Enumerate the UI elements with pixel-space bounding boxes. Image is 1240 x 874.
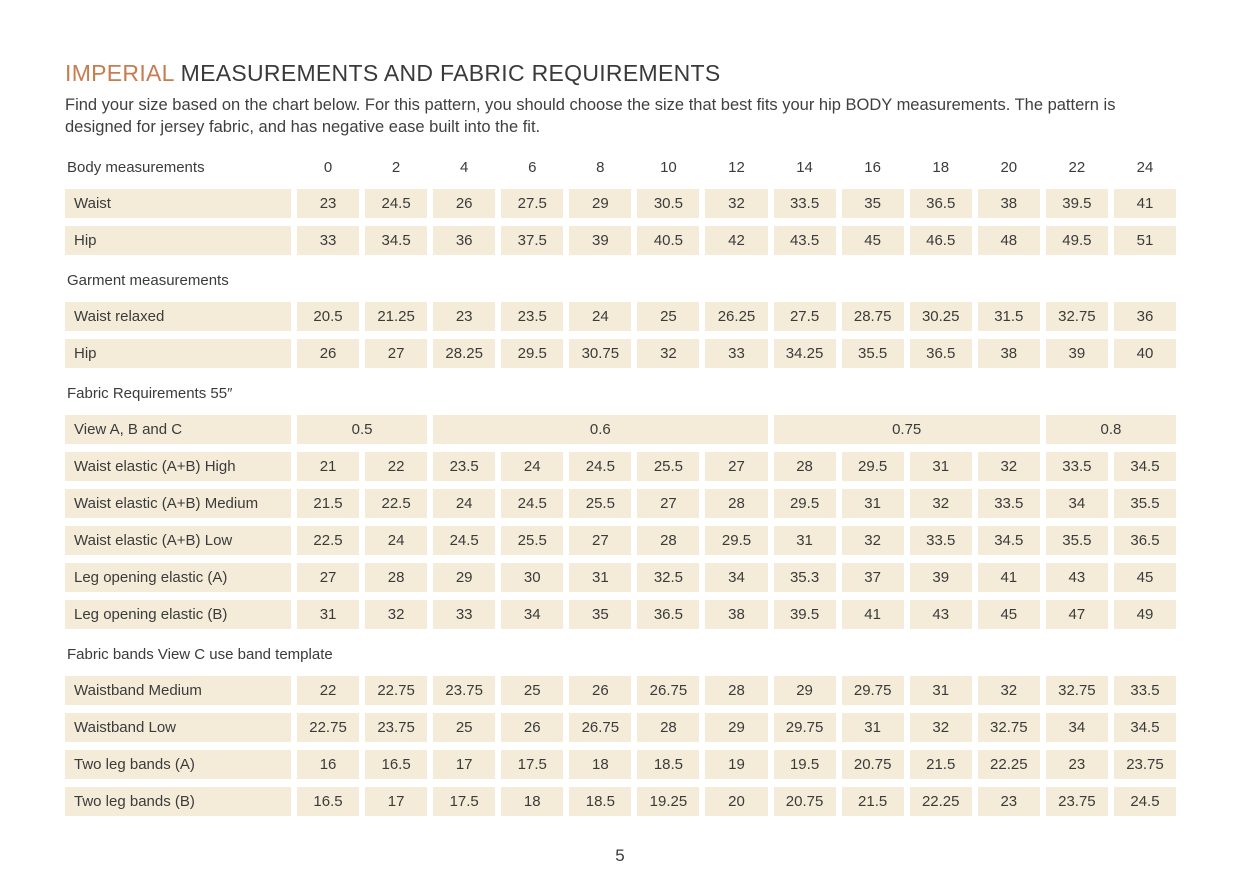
value-cell: 49 [1114,600,1176,629]
value-cell: 29 [433,563,495,592]
value-cell: 22.5 [297,526,359,555]
value-cell: 33 [297,226,359,255]
value-cell: 45 [978,600,1040,629]
value-cell: 51 [1114,226,1176,255]
size-table [65,154,1176,816]
value-cell: 41 [842,600,904,629]
value-cell: 25.5 [569,489,631,518]
value-cell: 21.5 [910,750,972,779]
value-cell: 27 [705,452,767,481]
value-cell: 35.3 [774,563,836,592]
value-cell: 24 [365,526,427,555]
table-row [65,489,1176,518]
row-label: Hip [65,339,291,368]
row-label: Waist elastic (A+B) Low [65,526,291,555]
value-cell: 32 [978,452,1040,481]
value-cell: 35 [842,189,904,218]
value-cell: 31.5 [978,302,1040,331]
value-cell: 28.25 [433,339,495,368]
value-cell: 34.25 [774,339,836,368]
row-label: Waist elastic (A+B) Medium [65,489,291,518]
value-cell: 22 [365,452,427,481]
row-label: View A, B and C [65,415,291,444]
value-cell: 16 [297,750,359,779]
section-header-row [65,641,1176,668]
value-cell: 29.5 [705,526,767,555]
value-cell: 28 [774,452,836,481]
size-header-cell: 8 [596,159,605,176]
value-cell: 29.5 [842,452,904,481]
value-cell: 32 [637,339,699,368]
value-cell: 33.5 [910,526,972,555]
value-cell: 23.75 [433,676,495,705]
table-row [65,302,1176,331]
value-cell: 45 [1114,563,1176,592]
table-row [65,226,1176,255]
section-header: Body measurements [67,159,205,176]
value-cell: 22.5 [365,489,427,518]
value-cell: 23.5 [433,452,495,481]
page-title [65,60,1176,87]
value-cell: 25 [637,302,699,331]
value-cell: 35.5 [1046,526,1108,555]
row-label: Waistband Low [65,713,291,742]
section-header-row [65,380,1176,407]
section-header: Fabric Requirements 55″ [67,385,233,402]
value-cell: 26.75 [569,713,631,742]
row-label: Two leg bands (A) [65,750,291,779]
value-cell: 21.5 [842,787,904,816]
table-row [65,415,1176,444]
page-title-rest: MEASUREMENTS AND FABRIC REQUIREMENTS [173,60,721,86]
value-cell: 27.5 [774,302,836,331]
value-cell: 26.75 [637,676,699,705]
value-cell: 33.5 [1046,452,1108,481]
value-cell: 17.5 [433,787,495,816]
value-cell: 30.75 [569,339,631,368]
value-cell: 31 [842,489,904,518]
value-cell: 39 [569,226,631,255]
section-header: Fabric bands View C use band template [67,646,333,663]
value-cell: 39 [1046,339,1108,368]
value-cell: 33 [433,600,495,629]
merged-value-cell: 0.5 [297,415,427,444]
row-label: Leg opening elastic (A) [65,563,291,592]
size-header-cell: 20 [1000,159,1018,176]
value-cell: 18.5 [637,750,699,779]
value-cell: 26 [501,713,563,742]
value-cell: 41 [978,563,1040,592]
size-header-cell: 2 [391,159,401,176]
row-label: Leg opening elastic (B) [65,600,291,629]
value-cell: 23 [297,189,359,218]
value-cell: 28 [705,489,767,518]
value-cell: 18 [501,787,563,816]
table-row [65,713,1176,742]
value-cell: 28.75 [842,302,904,331]
row-label: Waistband Medium [65,676,291,705]
value-cell: 25.5 [637,452,699,481]
value-cell: 48 [978,226,1040,255]
value-cell: 20 [705,787,767,816]
value-cell: 26 [433,189,495,218]
section-header-row [65,267,1176,294]
value-cell: 37.5 [501,226,563,255]
value-cell: 23.75 [365,713,427,742]
size-header-row [65,154,1176,181]
merged-value-cell: 0.6 [433,415,767,444]
value-cell: 16.5 [297,787,359,816]
value-cell: 19.5 [774,750,836,779]
merged-value-cell: 0.75 [774,415,1040,444]
value-cell: 34 [1046,489,1108,518]
value-cell: 34.5 [365,226,427,255]
value-cell: 24 [569,302,631,331]
merged-value-cell: 0.8 [1046,415,1176,444]
value-cell: 32.5 [637,563,699,592]
value-cell: 27.5 [501,189,563,218]
value-cell: 36.5 [1114,526,1176,555]
value-cell: 28 [705,676,767,705]
value-cell: 36 [1114,302,1176,331]
value-cell: 32 [910,713,972,742]
size-header-cell: 18 [932,159,950,176]
value-cell: 30.5 [637,189,699,218]
value-cell: 43 [1046,563,1108,592]
value-cell: 33.5 [774,189,836,218]
row-label: Waist [65,189,291,218]
value-cell: 34 [1046,713,1108,742]
value-cell: 35 [569,600,631,629]
value-cell: 24.5 [433,526,495,555]
value-cell: 23.75 [1046,787,1108,816]
value-cell: 20.75 [774,787,836,816]
value-cell: 24.5 [569,452,631,481]
value-cell: 29 [705,713,767,742]
size-header-cell: 16 [864,159,881,176]
value-cell: 31 [774,526,836,555]
value-cell: 32 [365,600,427,629]
value-cell: 30 [501,563,563,592]
value-cell: 43 [910,600,972,629]
value-cell: 36 [433,226,495,255]
table-row [65,600,1176,629]
value-cell: 36.5 [910,189,972,218]
value-cell: 24 [501,452,563,481]
value-cell: 37 [842,563,904,592]
value-cell: 43.5 [774,226,836,255]
value-cell: 32 [910,489,972,518]
value-cell: 39.5 [774,600,836,629]
table-row [65,750,1176,779]
value-cell: 34.5 [978,526,1040,555]
value-cell: 25.5 [501,526,563,555]
value-cell: 49.5 [1046,226,1108,255]
value-cell: 31 [910,452,972,481]
value-cell: 17.5 [501,750,563,779]
section-header: Garment measurements [67,272,229,289]
table-row [65,676,1176,705]
value-cell: 25 [433,713,495,742]
value-cell: 23.5 [501,302,563,331]
value-cell: 18.5 [569,787,631,816]
value-cell: 32 [842,526,904,555]
value-cell: 22.25 [910,787,972,816]
value-cell: 33 [705,339,767,368]
value-cell: 29 [774,676,836,705]
value-cell: 22 [297,676,359,705]
value-cell: 18 [569,750,631,779]
value-cell: 41 [1114,189,1176,218]
value-cell: 42 [705,226,767,255]
row-label: Two leg bands (B) [65,787,291,816]
value-cell: 21.5 [297,489,359,518]
size-header-cell: 22 [1068,159,1086,176]
value-cell: 47 [1046,600,1108,629]
table-row [65,452,1176,481]
table-row [65,787,1176,816]
value-cell: 35.5 [1114,489,1176,518]
value-cell: 22.75 [365,676,427,705]
value-cell: 40.5 [637,226,699,255]
intro-text: Find your size based on the chart below. For this pattern, you should choose the size that best fits your hip BODY measurements. The pattern is designed for jersey fabric, and has negative ease built into the fit. [65,96,1116,136]
value-cell: 26 [569,676,631,705]
value-cell: 27 [297,563,359,592]
value-cell: 32.75 [1046,302,1108,331]
value-cell: 31 [910,676,972,705]
value-cell: 23 [978,787,1040,816]
value-cell: 28 [637,713,699,742]
value-cell: 22.75 [297,713,359,742]
table-row [65,563,1176,592]
value-cell: 27 [637,489,699,518]
page-number: 5 [615,846,625,865]
value-cell: 29.5 [501,339,563,368]
value-cell: 22.25 [978,750,1040,779]
value-cell: 23 [433,302,495,331]
value-cell: 29.75 [842,676,904,705]
value-cell: 23 [1046,750,1108,779]
size-header-cell: 10 [660,159,677,176]
value-cell: 32.75 [1046,676,1108,705]
value-cell: 24.5 [365,189,427,218]
value-cell: 24.5 [501,489,563,518]
size-header-cell: 0 [323,159,333,176]
value-cell: 27 [365,339,427,368]
value-cell: 26 [297,339,359,368]
value-cell: 39 [910,563,972,592]
size-header-cell: 6 [528,159,537,176]
value-cell: 20.75 [842,750,904,779]
value-cell: 21 [297,452,359,481]
value-cell: 31 [569,563,631,592]
value-cell: 17 [433,750,495,779]
value-cell: 33.5 [1114,676,1176,705]
value-cell: 35.5 [842,339,904,368]
size-header-cell: 14 [796,159,813,176]
value-cell: 38 [705,600,767,629]
value-cell: 30.25 [910,302,972,331]
value-cell: 36.5 [910,339,972,368]
value-cell: 21.25 [365,302,427,331]
value-cell: 24.5 [1114,787,1176,816]
value-cell: 34.5 [1114,452,1176,481]
value-cell: 33.5 [978,489,1040,518]
table-row [65,526,1176,555]
size-header-cell: 24 [1136,159,1154,176]
page-title-accent: IMPERIAL [65,60,174,86]
value-cell: 29.5 [774,489,836,518]
value-cell: 19.25 [637,787,699,816]
value-cell: 38 [978,189,1040,218]
row-label: Hip [65,226,291,255]
value-cell: 34 [501,600,563,629]
table-row [65,339,1176,368]
value-cell: 32 [978,676,1040,705]
value-cell: 46.5 [910,226,972,255]
value-cell: 16.5 [365,750,427,779]
size-header-cell: 12 [728,159,745,176]
value-cell: 17 [365,787,427,816]
value-cell: 29.75 [774,713,836,742]
value-cell: 39.5 [1046,189,1108,218]
value-cell: 28 [637,526,699,555]
value-cell: 24 [433,489,495,518]
row-label: Waist relaxed [65,302,291,331]
value-cell: 38 [978,339,1040,368]
value-cell: 23.75 [1114,750,1176,779]
size-header-cell: 4 [460,159,469,176]
value-cell: 29 [569,189,631,218]
value-cell: 26.25 [705,302,767,331]
value-cell: 40 [1114,339,1176,368]
value-cell: 31 [842,713,904,742]
value-cell: 28 [365,563,427,592]
value-cell: 32.75 [978,713,1040,742]
table-row [65,189,1176,218]
value-cell: 34.5 [1114,713,1176,742]
value-cell: 20.5 [297,302,359,331]
value-cell: 45 [842,226,904,255]
row-label: Waist elastic (A+B) High [65,452,291,481]
value-cell: 36.5 [637,600,699,629]
value-cell: 27 [569,526,631,555]
value-cell: 31 [297,600,359,629]
value-cell: 19 [705,750,767,779]
value-cell: 32 [705,189,767,218]
value-cell: 34 [705,563,767,592]
value-cell: 25 [501,676,563,705]
